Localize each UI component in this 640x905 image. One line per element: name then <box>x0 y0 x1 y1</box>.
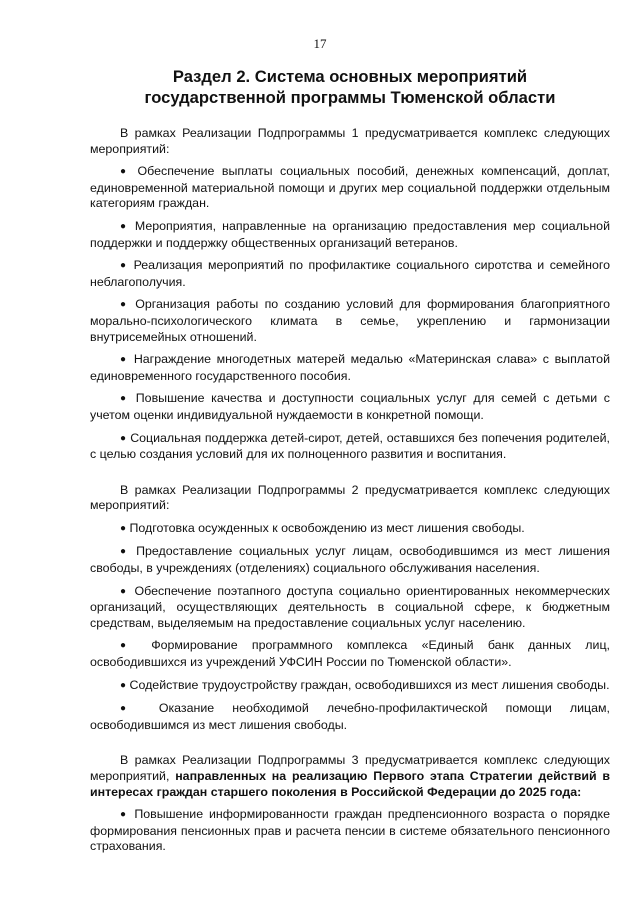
page-number: 17 <box>313 36 327 51</box>
list-item-text: Организация работы по созданию условий для формирования благоприятного морально-психологического климата в семье, укреплению и гармонизации внутрисемейных отношений. <box>90 297 610 344</box>
subprogram-2-intro: В рамках Реализации Подпрограммы 2 предусматривается комплекс следующих мероприятий: <box>90 482 610 513</box>
list-item <box>90 219 610 251</box>
list-item <box>90 164 610 212</box>
list-item-text: Мероприятия, направленные на организацию предоставления мер социальной поддержки и поддержку общественных организаций ветеранов. <box>90 218 610 250</box>
bullet-icon: ● <box>120 432 127 444</box>
list-item <box>90 701 610 733</box>
bullet-icon: ● <box>120 260 129 272</box>
section-title-line-2: государственной программы Тюменской области <box>144 88 556 107</box>
bullet-icon: ● <box>120 354 129 366</box>
bullet-icon: ● <box>120 393 130 405</box>
list-item <box>90 584 610 632</box>
subprogram-3-intro <box>90 753 610 800</box>
list-item <box>90 638 610 670</box>
list-item-text: Повышение информированности граждан предпенсионного возраста о порядке формирования пенсионных прав и расчета пенсии в системе обязательного пенсионного страхования. <box>90 807 610 854</box>
subprogram-3-section <box>90 753 610 855</box>
list-item-text: Содействие трудоустройству граждан, освободившихся из мест лишения свободы. <box>129 677 610 692</box>
list-item <box>90 391 610 423</box>
list-item <box>90 678 610 695</box>
list-item-text: Повышение качества и доступности социальных услуг для семей с детьми с учетом оценки индивидуальной нуждаемости в конкретной помощи. <box>90 391 610 422</box>
subprogram-3-intro-text: В рамках Реализации Подпрограммы 3 предусматривается комплекс следующих мероприятий, <box>90 753 610 783</box>
bullet-icon: ● <box>120 809 129 821</box>
list-item <box>90 544 610 576</box>
bullet-icon: ● <box>120 166 131 178</box>
list-item-text: Формирование программного комплекса «Единый банк данных лиц, освободившихся из учреждений УФСИН России по Тюменской области». <box>90 638 610 670</box>
bullet-icon: ● <box>120 220 129 232</box>
list-item <box>90 431 610 463</box>
list-item-text: Обеспечение выплаты социальных пособий, денежных компенсаций, доплат, единовременной материальной помощи и других мер социальной поддержки отдельным категориям граждан. <box>90 164 610 211</box>
list-item-text: Реализация мероприятий по профилактике социального сиротства и семейного неблагополучия. <box>90 258 610 289</box>
list-item <box>90 258 610 290</box>
list-item <box>90 807 610 855</box>
subprogram-2-section <box>90 483 610 734</box>
bullet-icon: ● <box>120 703 141 715</box>
bullet-icon: ● <box>120 546 130 558</box>
list-item-text: Подготовка осужденных к освобождению из мест лишения свободы. <box>129 520 525 535</box>
list-item-text: Обеспечение поэтапного доступа социально ориентированных некоммерческих организаций, осуществляющих деятельность в социальной сфере, к бюджетным средствам, выделяемым на предоставление социальных услуг населению. <box>90 583 610 630</box>
bullet-icon: ● <box>120 585 129 597</box>
bullet-icon: ● <box>120 679 127 691</box>
list-item-text: Оказание необходимой лечебно-профилактической помощи лицам, освободившимся из мест лишения свободы. <box>90 701 610 732</box>
subprogram-1-intro: В рамках Реализации Подпрограммы 1 предусматривается комплекс следующих мероприятий: <box>90 126 610 156</box>
list-item-text: Награждение многодетных матерей медалью «Материнская слава» с выплатой единовременного государственного пособия. <box>90 352 610 383</box>
section-title-line-1: Раздел 2. Система основных мероприятий <box>172 67 528 86</box>
bullet-icon: ● <box>120 640 137 652</box>
section-title <box>90 66 610 108</box>
list-item <box>90 521 610 538</box>
subprogram-3-intro-bold: направленных на реализацию Первого этапа Стратегии действий в интересах граждан старшего поколения в Российской Федерации до 2025 года: <box>90 769 610 799</box>
list-item <box>90 352 610 384</box>
bullet-icon: ● <box>120 522 127 534</box>
subprogram-1-section <box>90 126 610 463</box>
document-body <box>90 126 610 875</box>
list-item <box>90 297 610 345</box>
list-item-text: Социальная поддержка детей-сирот, детей, оставшихся без попечения родителей, с целью создания условий для их полноценного развития и воспитания. <box>90 430 610 462</box>
list-item-text: Предоставление социальных услуг лицам, освободившимся из мест лишения свободы, в учреждениях (отделениях) социального обслуживания населения. <box>90 544 610 576</box>
bullet-icon: ● <box>120 299 129 311</box>
